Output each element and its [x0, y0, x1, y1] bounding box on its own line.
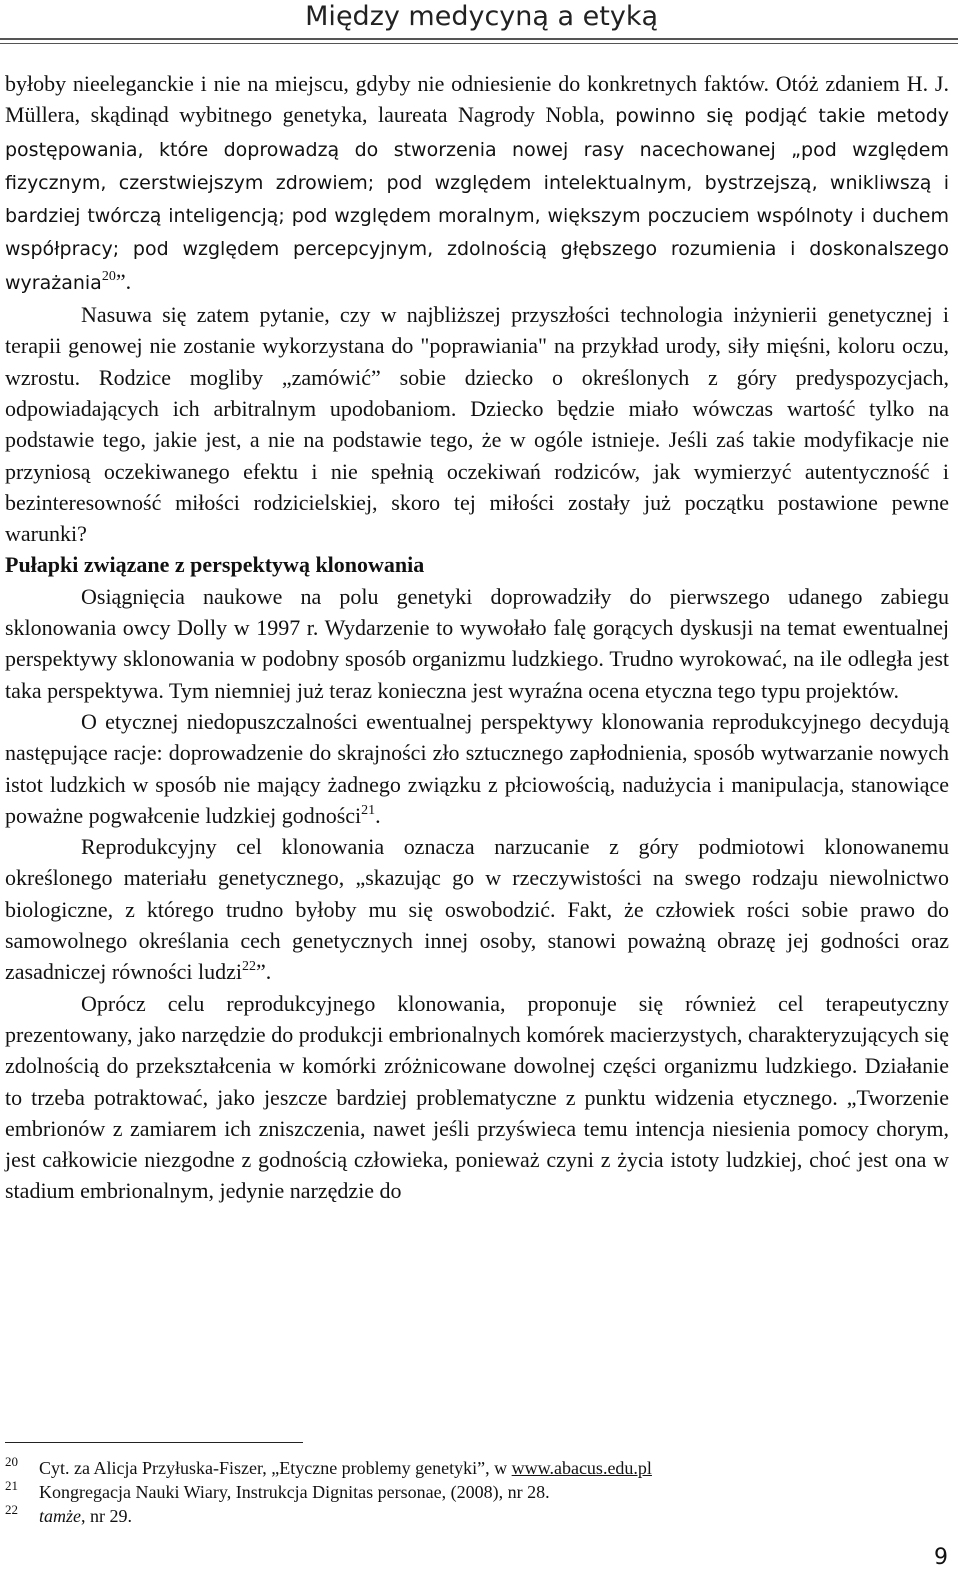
- footnote-separator: [5, 1442, 303, 1443]
- paragraph-6-text: Oprócz celu reprodukcyjnego klonowania, proponuje się również cel terapeutyczny prezentowany, jako narzędzie do produkcji embrionalnych komórek macierzystych, charakteryzujących się zdolnością do przekształcenia w komórki zróżnicowane dowolnej części organizmu ludzkiego. Działanie to trzeba potraktować, jako jeszcze bardziej problematyczne z punktu widzenia etycznego. „Tworzenie embrionów z zamiarem ich zniszczenia, nawet jeśli przyświeca temu intencja niesienia pomocy chorym, jest całkowicie niezgodne z godnością człowieka, ponieważ czyni z życia istoty ludzkiej, choć jest ona w stadium embrionalnym, jedynie narzędzie do: [5, 990, 949, 1204]
- page-number: 9: [934, 1545, 948, 1570]
- paragraph-2: [5, 299, 949, 549]
- footnote-number: 22: [5, 1502, 18, 1517]
- paragraph-3: [5, 581, 949, 706]
- paragraph-1-closing: ”.: [115, 268, 132, 294]
- paragraph-2-text: Nasuwa się zatem pytanie, czy w najbliższej przyszłości technologia inżynierii genetycznej i terapii genowej nie zostanie wykorzystana do "poprawiania" na przykład urody, siły mięśni, koloru oczu, wzrostu. Rodzice mogliby „zamówić” sobie dziecko o określonych z góry predyspozycjach, odpowiadających ich arbitralnym upodobaniom. Dziecko będzie miało wówczas wartość tylko na podstawie tego, jakie jest, a nie na podstawie tego, że w ogóle istnieje. Jeśli zaś takie modyfikacje nie przyniosą oczekiwanego efektu i nie spełnią oczekiwań rodziców, jak wymierzyć autentyczność i bezinteresowność miłości rodzicielskiej, skoro tej miłości zostały już początku postawione pewne warunki?: [5, 302, 949, 547]
- footnote-number: 21: [5, 1478, 18, 1493]
- footnotes: [5, 1456, 905, 1528]
- paragraph-1-serif: byłoby nieeleganckie i nie na miejscu, gdyby nie odniesienie do konkretnych faktów. Otóż zdaniem H. J. Müllera, skądinąd wybitnego genetyka, laureata Nagrody Nobla,: [5, 71, 949, 128]
- running-header: Między medycyną a etyką: [305, 1, 658, 32]
- header-rule-thin: [0, 43, 958, 44]
- abacus-link[interactable]: www.abacus.edu.pl: [511, 1458, 652, 1478]
- paragraph-4-closing: .: [375, 802, 381, 828]
- paragraph-5: [5, 831, 949, 987]
- paragraph-3-text: Osiągnięcia naukowe na polu genetyki doprowadziły do pierwszego udanego zabiegu sklonowania owcy Dolly w 1997 r. Wydarzenie to wywołało falę gorących dyskusji na temat ewentualnej perspektywy sklonowania w podobny sposób organizmu ludzkiego. Trudno wyrokować, na ile odległa jest taka perspektywa. Tym niemniej już teraz konieczna jest wyraźna ocena etyczna tego typu projektów.: [5, 583, 949, 703]
- header-rule: [0, 38, 958, 40]
- footnote-italic: tamże: [39, 1506, 81, 1526]
- section-heading: Pułapki związane z perspektywą klonowania: [5, 552, 425, 578]
- footnote-22: [5, 1504, 905, 1528]
- footnote-ref-20[interactable]: 20: [101, 268, 116, 284]
- body-text: [5, 68, 949, 1207]
- footnote-text: Kongregacja Nauki Wiary, Instrukcja Dignitas personae, (2008), nr 28.: [39, 1482, 550, 1502]
- paragraph-4-text: O etycznej niedopuszczalności ewentualnej perspektywy klonowania reprodukcyjnego decydują następujące racje: doprowadzenie do skrajności zło sztucznego zapłodnienia, sposób wytwarzanie nowych istot ludzkich w sposób nie mający żadnego związku z płciowością, nadużycia i manipulacja, stanowiące poważne pogwałcenie ludzkiej godności: [5, 708, 949, 828]
- footnote-number: 20: [5, 1454, 18, 1469]
- footnote-ref-22[interactable]: 22: [242, 959, 257, 975]
- footnote-text: , nr 29.: [81, 1506, 132, 1526]
- paragraph-1-quote: powinno się podjąć takie metody postępowania, które doprowadzą do stworzenia nowej rasy nacechowanej „pod względem fizycznym, czerstwiejszym zdrowiem; pod względem intelektualnym, bystrzejszą, wnikliwszą i bardziej twórczą inteligencją; pod względem moralnym, większym poczuciem wspólnoty i duchem współpracy; pod względem percepcyjnym, zdolnością głębszego rozumienia i doskonalszego wyrażania: [5, 105, 950, 294]
- paragraph-5-closing: ”.: [256, 959, 272, 985]
- paragraph-1: [5, 68, 949, 299]
- paragraph-5-text: Reprodukcyjny cel klonowania oznacza narzucanie z góry podmiotowi klonowanemu określonego materiału genetycznego, „skazując go w rzeczywistości na swego rodzaju niewolnictwo biologiczne, z którego trudno byłoby mu się oswobodzić. Fakt, że człowiek rości sobie prawo do samowolnego określania cech genetycznych innej osoby, stanowi poważną obrazę jej godności oraz zasadniczej równości ludzi: [5, 834, 949, 985]
- footnote-ref-21[interactable]: 21: [361, 802, 376, 818]
- footnote-20: [5, 1456, 905, 1480]
- paragraph-6: [5, 988, 949, 1207]
- footnote-text: Cyt. za Alicja Przyłuska-Fiszer, „Etyczne problemy genetyki”, w: [39, 1458, 512, 1478]
- paragraph-4: [5, 706, 949, 831]
- footnote-21: [5, 1480, 905, 1504]
